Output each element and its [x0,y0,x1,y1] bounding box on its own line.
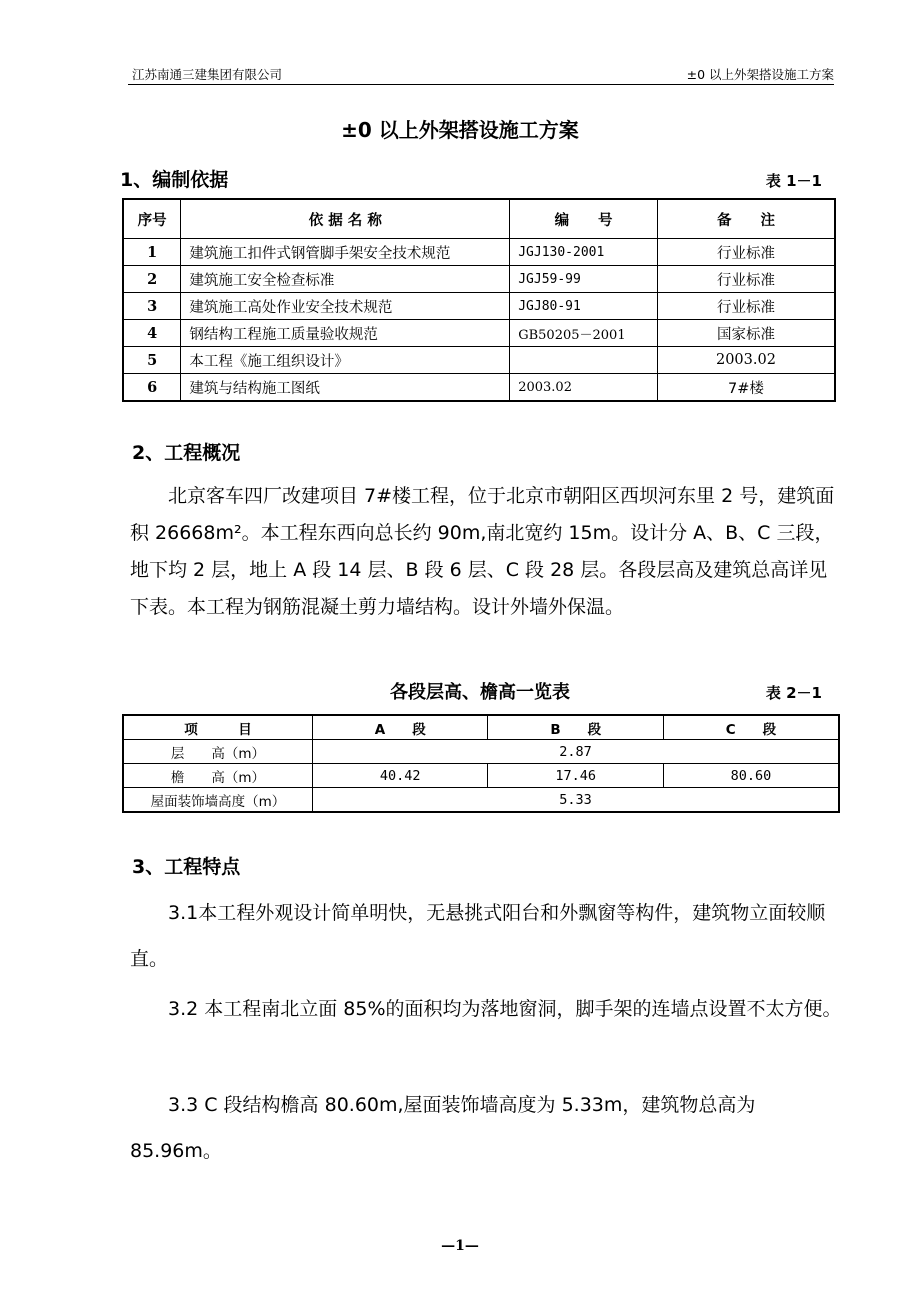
table-header-row [123,715,839,740]
section-3-heading: 3、工程特点 [132,856,241,878]
column-header: A 段 [312,715,487,740]
table-2-caption: 各段层高、檐高一览表 [390,682,570,703]
table-header-row [123,199,835,239]
section-1-heading: 1、编制依据 [120,169,229,191]
basis-name: 建筑施工安全检查标准 [181,266,510,293]
column-header: 序号 [123,199,181,239]
merged-value: 5.33 [312,788,839,813]
header-doc-title: ±0 以上外架搭设施工方案 [686,67,834,82]
value-a: 40.42 [312,764,487,788]
basis-code [510,347,658,374]
basis-name: 钢结构工程施工质量验收规范 [181,320,510,347]
basis-table [122,198,836,402]
value-c: 80.60 [663,764,839,788]
value-b: 17.46 [488,764,663,788]
page-header [128,62,834,85]
section-2-heading: 2、工程概况 [132,442,241,464]
basis-note: 2003.02 [657,347,835,374]
table-1-label: 表 1－1 [765,172,822,190]
table-row [123,347,835,374]
column-header: B 段 [488,715,663,740]
row-item: 层 高（m） [123,740,312,764]
row-number: 1 [123,239,181,266]
feature-item-3: 3.3 C 段结构檐高 80.60m,屋面装饰墙高度为 5.33m，建筑物总高为 85.96m。 [130,1094,756,1162]
table-row [123,740,839,764]
table-row [123,266,835,293]
row-number: 3 [123,293,181,320]
row-number: 2 [123,266,181,293]
basis-note: 7#楼 [657,374,835,402]
basis-note: 国家标准 [657,320,835,347]
row-number: 6 [123,374,181,402]
column-header: 编 号 [510,199,658,239]
document-title: ±0 以上外架搭设施工方案 [341,118,579,142]
column-header: 依 据 名 称 [181,199,510,239]
basis-code: GB50205－2001 [510,320,658,347]
basis-name: 建筑与结构施工图纸 [181,374,510,402]
basis-name: 本工程《施工组织设计》 [181,347,510,374]
table-row [123,320,835,347]
header-company: 江苏南通三建集团有限公司 [132,67,283,82]
column-header: C 段 [663,715,839,740]
column-header: 备 注 [657,199,835,239]
feature-item-1: 3.1本工程外观设计简单明快，无悬挑式阳台和外飘窗等构件，建筑物立面较顺直。 [130,902,826,970]
table-row [123,293,835,320]
basis-name: 建筑施工扣件式钢管脚手架安全技术规范 [181,239,510,266]
page-number: —1— [441,1238,479,1254]
row-item: 屋面装饰墙高度（m） [123,788,312,813]
table-row [123,239,835,266]
row-number: 5 [123,347,181,374]
row-number: 4 [123,320,181,347]
basis-note: 行业标准 [657,239,835,266]
basis-note: 行业标准 [657,266,835,293]
basis-name: 建筑施工高处作业安全技术规范 [181,293,510,320]
table-row [123,374,835,402]
merged-value: 2.87 [312,740,839,764]
row-item: 檐 高（m） [123,764,312,788]
basis-code: JGJ130-2001 [510,239,658,266]
basis-code: 2003.02 [510,374,658,402]
heights-table [122,714,840,813]
basis-note: 行业标准 [657,293,835,320]
table-row [123,764,839,788]
table-row [123,788,839,813]
basis-code: JGJ80-91 [510,293,658,320]
feature-item-2: 3.2 本工程南北立面 85%的面积均为落地窗洞，脚手架的连墙点设置不太方便。 [168,998,842,1020]
basis-code: JGJ59-99 [510,266,658,293]
project-overview-paragraph: 北京客车四厂改建项目 7#楼工程，位于北京市朝阳区西坝河东里 2 号，建筑面积 26668m²。本工程东西向总长约 90m,南北宽约 15m。设计分 A、B、C 三段，地下均 2 层，地上 A 段 14 层、B 段 6 层、C 段 28 层。各段层高及建筑总高详见下表。本工程为钢筋混凝土剪力墙结构。设计外墙外保温。 [130,485,835,618]
table-2-label: 表 2－1 [765,684,822,702]
column-header: 项 目 [123,715,312,740]
